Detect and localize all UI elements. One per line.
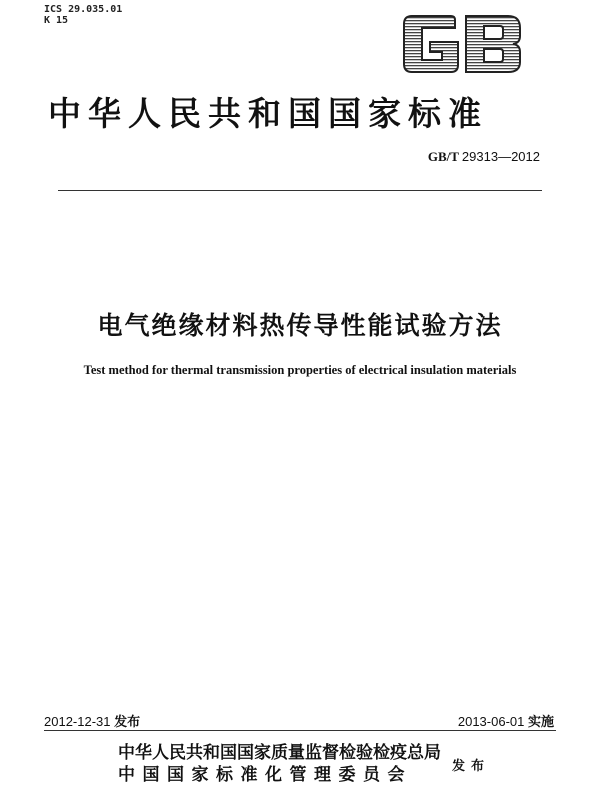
issue-date-block [44,711,140,730]
issuer-aqsiq: 中华人民共和国国家质量监督检验检疫总局 [118,743,441,763]
issue-date: 2012-12-31 [44,714,111,729]
title-chinese: 电气绝缘材料热传导性能试验方法 [97,311,503,340]
implementation-label: 实施 [527,715,554,730]
issuing-authorities [118,742,441,786]
publish-label: 发布 [452,759,491,774]
classification-block [44,4,122,26]
header-divider [58,190,542,191]
gb-logo-icon [400,14,524,74]
standard-number-value: 29313—2012 [461,149,540,164]
standard-number-prefix: GB/T [427,149,459,164]
ccs-code: K 15 [44,15,69,26]
ics-code: ICS 29.035.01 [44,4,123,15]
footer-divider [44,730,556,731]
issuer-sac: 中国国家标准化管理委员会 [118,765,412,785]
implementation-date-block [458,711,554,730]
standard-number [428,149,540,165]
issue-label: 发布 [114,715,141,730]
standard-type-title: 中华人民共和国国家标准 [48,94,488,133]
implementation-date: 2013-06-01 [457,714,525,729]
title-english: Test method for thermal transmission properties of electrical insulation materials [83,363,517,377]
